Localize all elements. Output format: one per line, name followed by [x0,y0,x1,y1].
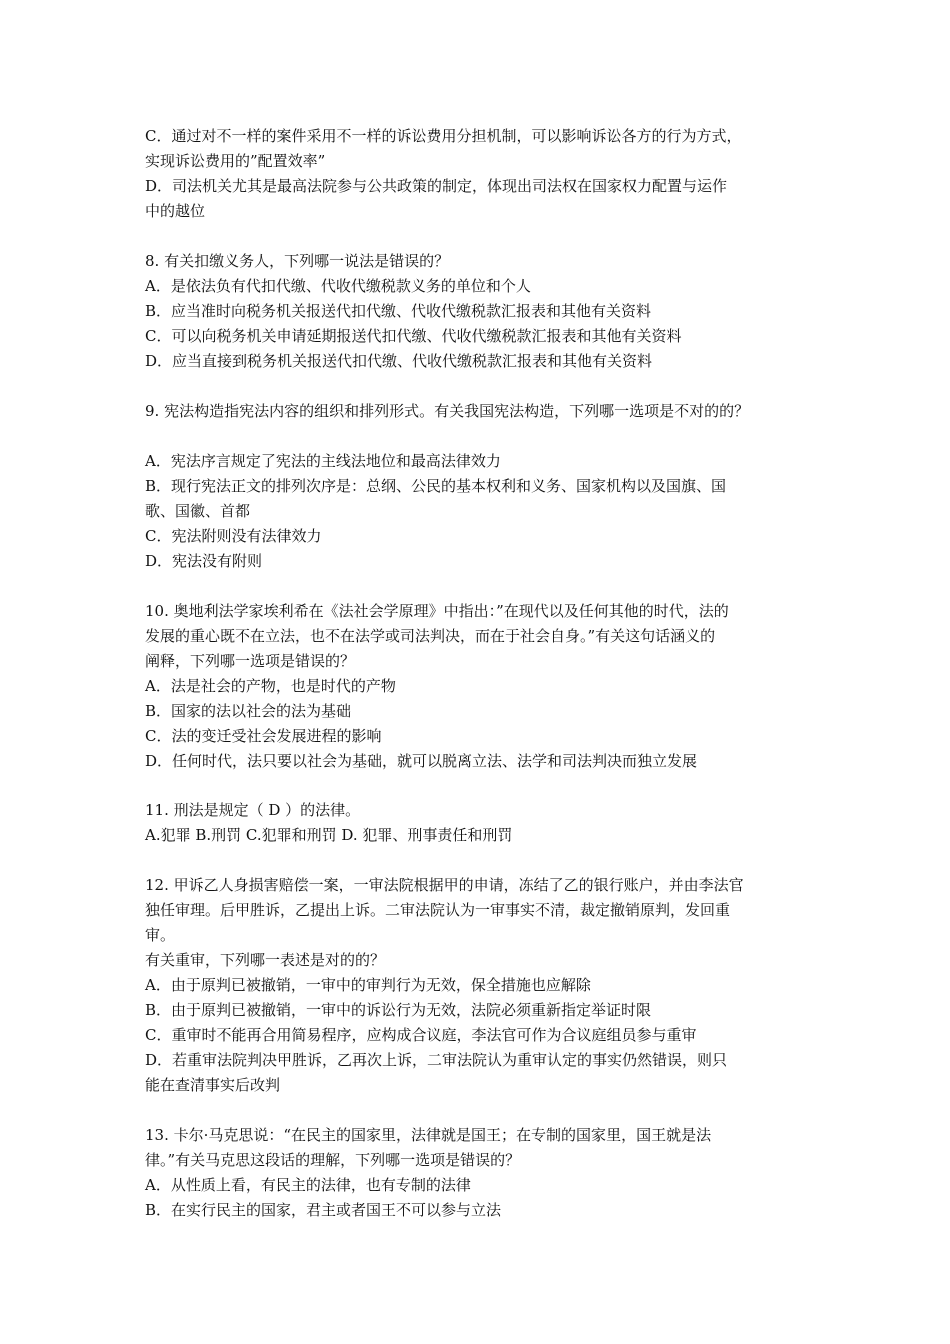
option-a: A．从性质上看，有民主的法律，也有专制的法律 [145,1176,471,1194]
option-c: C．宪法附则没有法律效力 [145,527,322,545]
question-9: 9. 宪法构造指宪法内容的组织和排列形式。有关我国宪法构造，下列哪一选项是不对的的？ [145,402,750,420]
text-line: 能在查清事实后改判 [145,1076,281,1094]
question-12: 12. 甲诉乙人身损害赔偿一案，一审法院根据甲的申请，冻结了乙的银行账户，并由李法官 [145,876,744,894]
option-b: B．由于原判已被撤销，一审中的诉讼行为无效，法院必须重新指定举证时限 [145,1001,652,1019]
text-line: 审。 [145,926,176,944]
question-10: 10. 奥地利法学家埃利希在《法社会学原理》中指出：”在现代以及任何其他的时代，法的 [145,602,729,620]
question-13: 13. 卡尔·马克思说：“在民主的国家里，法律就是国王；在专制的国家里，国王就是法 [145,1126,712,1144]
option-b: B．应当准时向税务机关报送代扣代缴、代收代缴税款汇报表和其他有关资料 [145,302,652,320]
text-line: D．司法机关尤其是最高法院参与公共政策的制定，体现出司法权在国家权力配置与运作 [145,177,728,195]
text-line: C．通过对不一样的案件采用不一样的诉讼费用分担机制，可以影响诉讼各方的行为方式， [145,127,742,145]
option-b: B．在实行民主的国家，君主或者国王不可以参与立法 [145,1201,502,1219]
option-d: D．宪法没有附则 [145,552,263,570]
text-line: 阐释，下列哪一选项是错误的？ [145,652,356,670]
text-line: 独任审理。后甲胜诉，乙提出上诉。二审法院认为一审事实不清，裁定撤销原判，发回重 [145,901,731,919]
option-a: A．是依法负有代扣代缴、代收代缴税款义务的单位和个人 [145,277,531,295]
text-line: 歌、国徽、首都 [145,502,251,520]
options-line: A.犯罪 B.刑罚 C.犯罪和刑罚 D. 犯罪、刑事责任和刑罚 [145,826,513,844]
option-c: C．重审时不能再合用简易程序，应构成合议庭，李法官可作为合议庭组员参与重审 [145,1026,697,1044]
text-line: 中的越位 [145,202,206,220]
text-line: 发展的重心既不在立法，也不在法学或司法判决，而在于社会自身。”有关这句话涵义的 [145,627,716,645]
text-line: 有关重审，下列哪一表述是对的的？ [145,951,386,969]
question-11: 11. 刑法是规定（ D ）的法律。 [145,801,361,819]
option-d: D．若重审法院判决甲胜诉，乙再次上诉，二审法院认为重审认定的事实仍然错误，则只 [145,1051,728,1069]
option-d: D．应当直接到税务机关报送代扣代缴、代收代缴税款汇报表和其他有关资料 [145,352,653,370]
option-a: A．法是社会的产物，也是时代的产物 [145,677,396,695]
question-8: 8. 有关扣缴义务人，下列哪一说法是错误的？ [145,252,450,270]
text-line: 律。”有关马克思这段话的理解，下列哪一选项是错误的？ [145,1151,521,1169]
option-b: B．现行宪法正文的排列次序是：总纲、公民的基本权利和义务、国家机构以及国旗、国 [145,477,727,495]
option-b: B．国家的法以社会的法为基础 [145,702,352,720]
option-a: A．由于原判已被撤销，一审中的审判行为无效，保全措施也应解除 [145,976,591,994]
option-d: D．任何时代，法只要以社会为基础，就可以脱离立法、法学和司法判决而独立发展 [145,752,698,770]
option-a: A．宪法序言规定了宪法的主线法地位和最高法律效力 [145,452,501,470]
text-line: 实现诉讼费用的”配置效率” [145,152,326,170]
option-c: C．法的变迁受社会发展进程的影响 [145,727,382,745]
option-c: C．可以向税务机关申请延期报送代扣代缴、代收代缴税款汇报表和其他有关资料 [145,327,682,345]
